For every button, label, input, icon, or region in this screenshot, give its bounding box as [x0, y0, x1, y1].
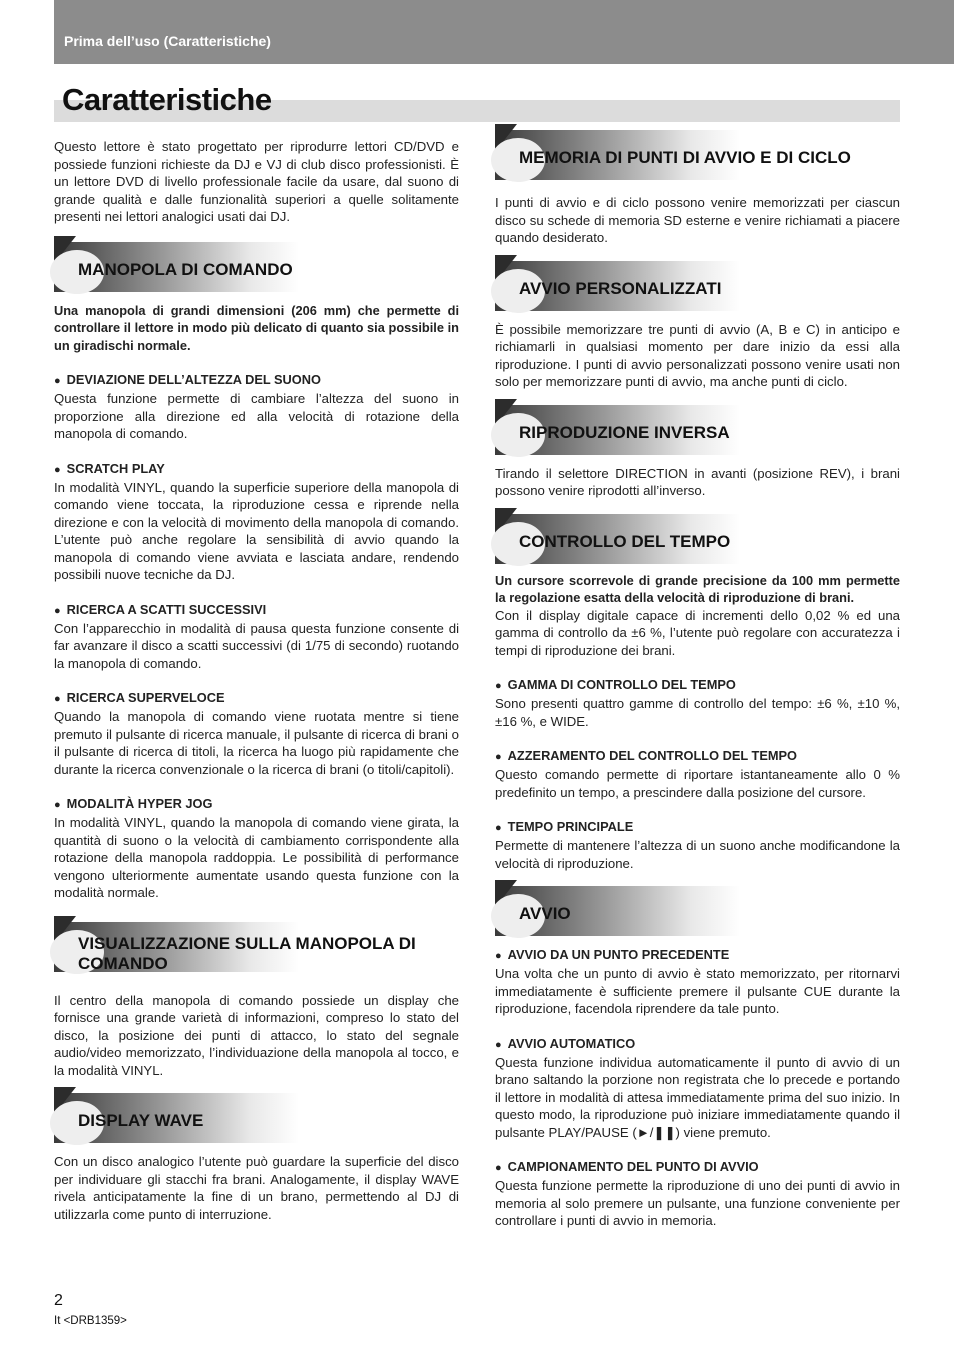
bullet-icon: ●	[495, 950, 502, 962]
feature-text: Questo comando permette di riportare istantaneamente allo 0 % predefinito un tempo, a prescindere dalla posizione del cursore.	[495, 767, 900, 800]
section-header	[54, 236, 459, 294]
page-title: Caratteristiche	[62, 82, 272, 117]
bullet-icon: ●	[495, 751, 502, 763]
bullet-icon: ●	[495, 822, 502, 834]
feature-title: ● AVVIO DA UN PUNTO PRECEDENTE	[495, 947, 730, 962]
feature-title: ● AZZERAMENTO DEL CONTROLLO DEL TEMPO	[495, 748, 798, 763]
feature-title: ● AVVIO AUTOMATICO	[495, 1035, 636, 1051]
section-header	[495, 255, 900, 313]
feature-title: ● DEVIAZIONE DELL’ALTEZZA DEL SUONO	[54, 372, 321, 387]
feature-title: ● RICERCA SUPERVELOCE	[54, 690, 225, 705]
section-header	[495, 124, 900, 182]
section-heading: MANOPOLA DI COMANDO	[78, 259, 293, 279]
bullet-icon: ●	[495, 1038, 502, 1051]
section-header	[495, 880, 900, 938]
page-number: 2	[54, 1292, 63, 1309]
feature-title: ● MODALITÀ HYPER JOG	[54, 796, 213, 811]
intro-paragraph: Questo lettore è stato progettato per riprodurre lettori CD/DVD e possiede funzioni richieste da DJ e VJ di club disco professionisti. È un lettore DVD di livello professionale facile da usare, dal suono di grande qualità e dalle funzionalità superiori a quelle solitamente presenti nei lettori analogici usati dai DJ.	[54, 139, 459, 224]
section-text: Il centro della manopola di comando possiede un display che fornisce una grande varietà di informazioni, compreso lo stato del disco, la posizione dei punti di attacco, lo stato del segnale audio/video memorizzato, l’individuazione della manopola al tocco, e la modalità VINYL.	[54, 992, 459, 1078]
section-heading: RIPRODUZIONE INVERSA	[519, 422, 730, 442]
bullet-icon: ●	[54, 693, 61, 705]
section-header	[54, 916, 459, 980]
section-text: Tirando il selettore DIRECTION in avanti (posizione REV), i brani possono venire riprodotti all’inverso.	[495, 465, 900, 498]
feature-text: Sono presenti quattro gamme di controllo del tempo: ±6 %, ±10 %, ±16 %, e WIDE.	[495, 696, 900, 729]
bullet-icon: ●	[54, 463, 61, 476]
document-code: It <DRB1359>	[54, 1315, 127, 1327]
section-text: Con un disco analogico l’utente può guardare la superficie del disco per individuare gli stacchi fra brani. Analogamente, il display WAVE rivela anticipatamente la fine di un brano, permettendo al DJ di utilizzarla come punto di interruzione.	[54, 1154, 459, 1222]
feature-title: ● GAMMA DI CONTROLLO DEL TEMPO	[495, 677, 736, 692]
feature-text: In modalità VINYL, quando la manopola di comando viene girata, la quantità di suono o la velocità di cambiamento corrispondente alla rotazione della manopola raddoppia. Le possibilità di performance vengono ulteriormente aumentate usando questa funzione con la modalità normale.	[54, 815, 459, 900]
feature-title: ● CAMPIONAMENTO DEL PUNTO DI AVVIO	[495, 1159, 759, 1174]
bullet-icon: ●	[54, 799, 61, 811]
header-bar	[54, 0, 954, 64]
section-heading: AVVIO	[519, 904, 571, 923]
feature-text: Questa funzione individua automaticamente il punto di avvio di un brano saltando la porzione non registrata che lo precede e portando il lettore in modalità di attesa immediatamente prima del suo inizio. In questo modo, la riproduzione può iniziare immediatamente quando il pulsante PLAY/PAUSE (►/❚❚) viene premuto.	[495, 1054, 900, 1140]
section-lead: Una manopola di grandi dimensioni (206 mm) che permette di controllare il lettore in modo più delicato di quanto sia possibile in un giradischi normale.	[54, 302, 459, 353]
feature-title: ● TEMPO PRINCIPALE	[495, 819, 634, 834]
feature-text: Questa funzione permette di cambiare l’altezza del suono in proporzione alla direzione ed alla velocità di rotazione della manopola di comando.	[54, 391, 459, 441]
section-heading: VISUALIZZAZIONE SULLA MANOPOLA DI COMANDO	[78, 933, 416, 973]
section-header	[495, 399, 900, 457]
feature-text: Una volta che un punto di avvio è stato memorizzato, per ritornarvi immediatamente è sufficiente premere il pulsante CUE durante la riproduzione, facendola riprendere da tale punto.	[495, 966, 900, 1016]
section-lead: Un cursore scorrevole di grande precisione da 100 mm permette la regolazione esatta della velocità di riproduzione di brani.	[495, 572, 900, 605]
section-header	[54, 1087, 459, 1145]
bullet-icon: ●	[495, 1162, 502, 1174]
section-text: Con il display digitale capace di incrementi dello 0,02 % ed una gamma di controllo da ±6 %, l’utente può regolare con accuratezza i tempi di riproduzione dei brani.	[495, 607, 900, 658]
section-heading: DISPLAY WAVE	[78, 1111, 204, 1130]
left-column	[54, 138, 459, 1223]
feature-text: Quando la manopola di comando viene ruotata mentre si tiene premuto il pulsante di ricerca manuale, il pulsante di ricerca di brani o il pulsante di ricerca di titoli, la ricerca ha luogo più rapidamente che durante la ricerca convenzionale o la ricerca di brani (o titoli/capitoli).	[54, 709, 459, 777]
section-heading: CONTROLLO DEL TEMPO	[519, 531, 731, 551]
feature-text: Questa funzione permette la riproduzione di uno dei punti di avvio in memoria al solo premere un pulsante, una funzione conveniente per controllare i punti di avvio in memoria.	[495, 1178, 900, 1228]
feature-title: ● RICERCA A SCATTI SUCCESSIVI	[54, 601, 267, 617]
feature-text: Permette di mantenere l’altezza di un suono anche modificandone la velocità di riproduzione.	[495, 838, 900, 871]
feature-title: ● SCRATCH PLAY	[54, 460, 165, 476]
section-text: I punti di avvio e di ciclo possono venire memorizzati per ciascun disco su schede di memoria SD esterne e venire richiamati a piacere quando desiderato.	[495, 195, 900, 245]
section-text: È possibile memorizzare tre punti di avvio (A, B e C) in anticipo e richiamarli in qualsiasi momento per dare inizio da essi alla riproduzione. I punti di avvio personalizzati possono venire usati non solo per memorizzare punti di avvio, ma anche punti di ciclo.	[495, 321, 900, 389]
bullet-icon: ●	[54, 604, 61, 617]
right-column	[495, 124, 900, 1230]
section-header	[495, 508, 900, 566]
bullet-icon: ●	[54, 375, 61, 387]
bullet-icon: ●	[495, 680, 502, 692]
breadcrumb: Prima dell’uso (Caratteristiche)	[64, 33, 271, 49]
section-heading: AVVIO PERSONALIZZATI	[519, 278, 722, 298]
feature-text: Con l’apparecchio in modalità di pausa questa funzione consente di far avanzare il disco a scatti successivi (di 1/75 di secondo) ruotando la manopola di comando.	[54, 620, 459, 671]
feature-text: In modalità VINYL, quando la superficie superiore della manopola di comando viene toccata, la riproduzione cessa e riprende nella direzione e con la velocità di movimento della manopola di comando. L’utente può anche regolare la sensibilità di avvio quando la manopola di comando viene avviata e lasciata andare, rendendo possibili nuove tecniche da DJ.	[54, 479, 459, 582]
section-heading: MEMORIA DI PUNTI DI AVVIO E DI CICLO	[519, 148, 851, 167]
